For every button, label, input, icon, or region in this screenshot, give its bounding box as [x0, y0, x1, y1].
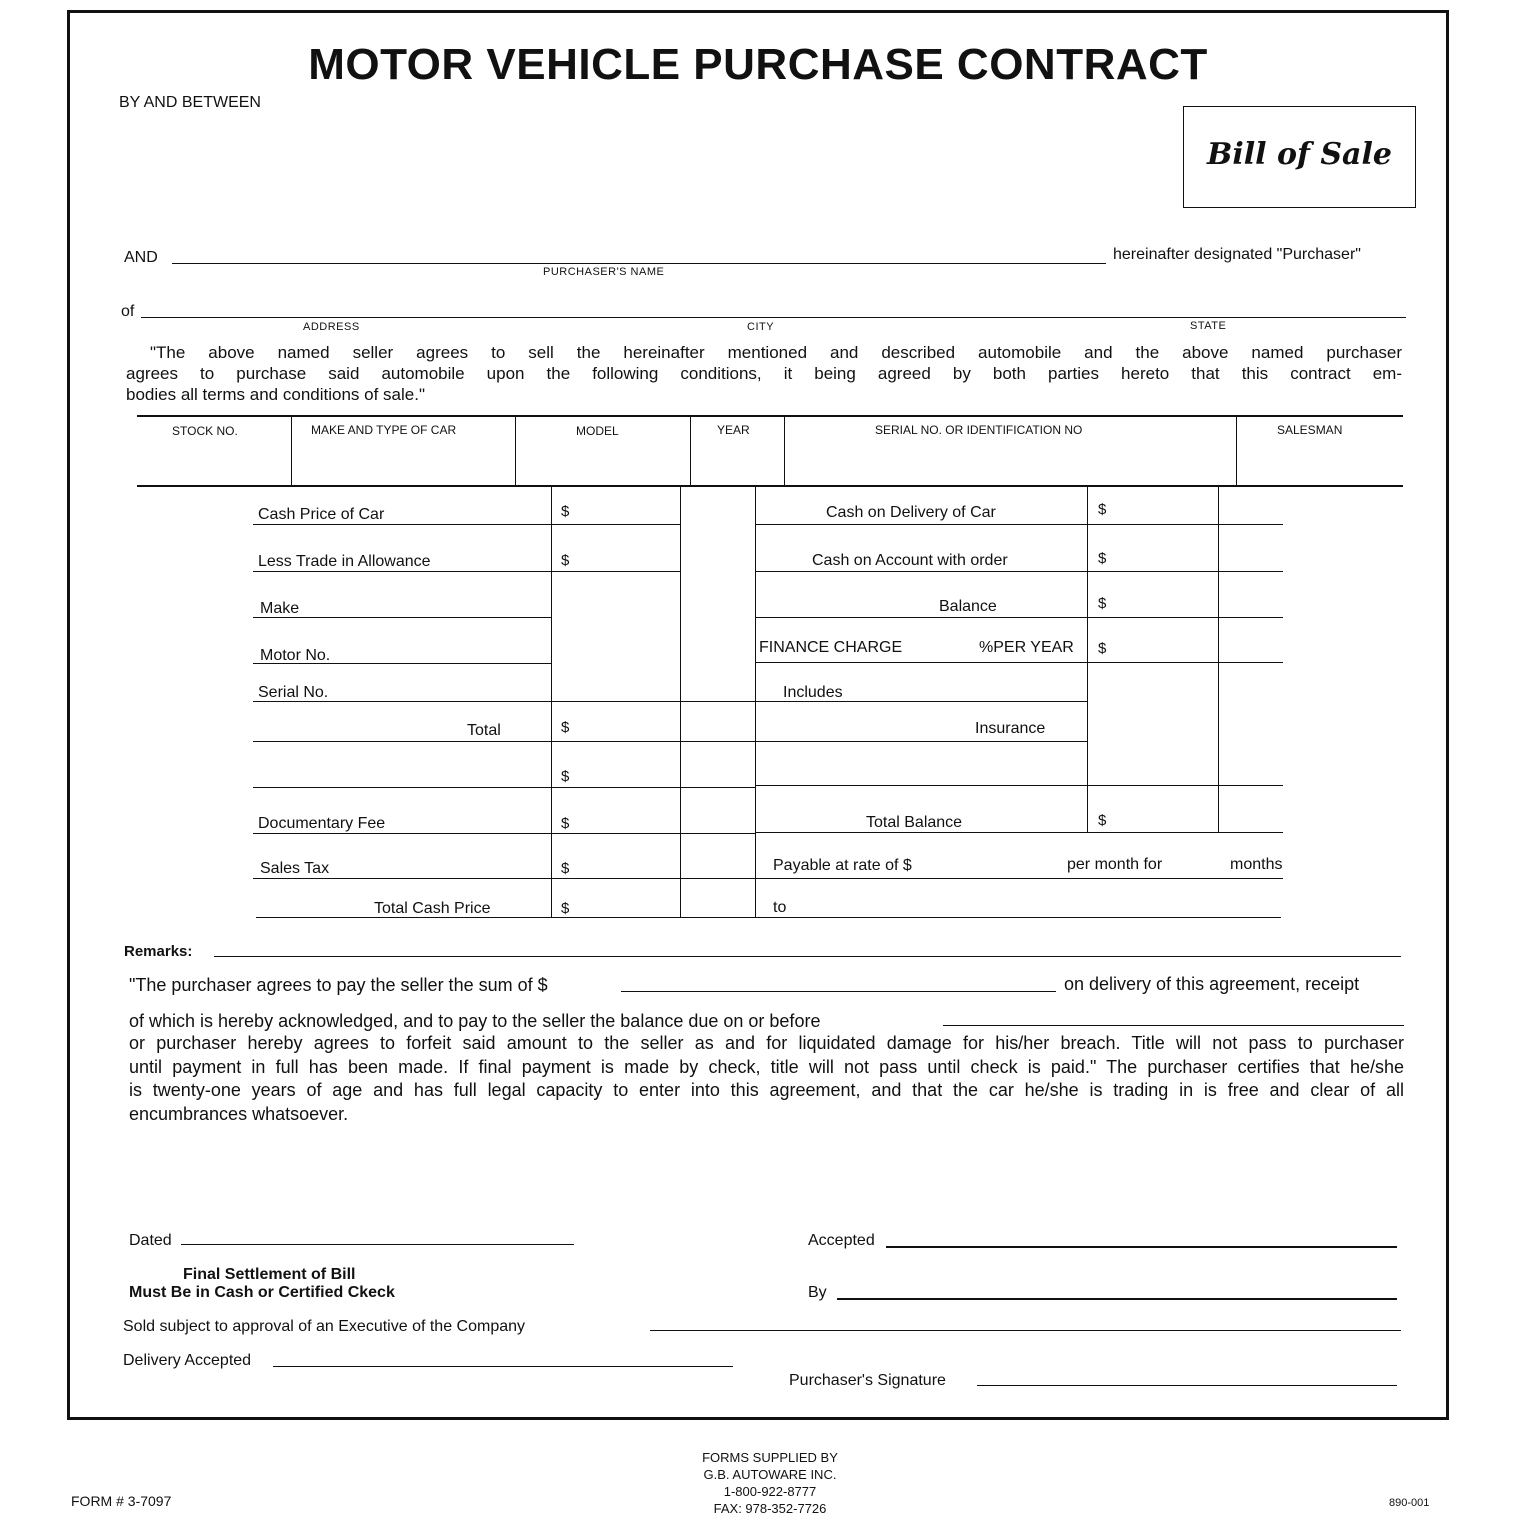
supplier-line: FAX: 978-352-7726 [713, 1501, 827, 1516]
by-and-between-label: BY AND BETWEEN [119, 94, 261, 111]
agreement-line: is twenty-one years of age and has full legal capacity to enter into this agreement, and that the car he/she is trading in is free and clear of all [129, 1080, 1404, 1100]
table-divider [690, 416, 691, 486]
agreement-paragraph [129, 1032, 1404, 1126]
header-stock-no: STOCK NO. [172, 424, 238, 438]
accepted-label: Accepted [808, 1232, 875, 1249]
table-divider [784, 416, 785, 486]
balance-due-date-field[interactable] [943, 1025, 1404, 1026]
form-code: 890-001 [1389, 1497, 1430, 1509]
purchaser-signature-field[interactable] [977, 1385, 1397, 1386]
row-line [253, 571, 681, 572]
supplier-line: 1-800-922-8777 [723, 1484, 817, 1499]
row-line [755, 524, 1283, 525]
form-title: MOTOR VEHICLE PURCHASE CONTRACT [308, 40, 1208, 89]
row-line [253, 878, 755, 879]
dollar-sign: $ [1098, 501, 1107, 518]
bill-of-sale-text: Bill of Sale [1207, 137, 1392, 172]
total-label: Total [467, 722, 501, 739]
serial-no-label: Serial No. [258, 684, 329, 701]
pricing-divider [1218, 487, 1219, 833]
supplier-info [620, 1449, 920, 1517]
row-line [253, 524, 681, 525]
total-balance-label: Total Balance [866, 814, 963, 831]
row-line [755, 878, 1283, 879]
dollar-sign: $ [561, 719, 570, 736]
delivery-accepted-field[interactable] [273, 1366, 733, 1367]
row-line [755, 785, 1283, 786]
row-line [755, 917, 1281, 918]
intro-line: bodies all terms and conditions of sale." [126, 385, 425, 404]
table-divider [515, 416, 516, 486]
dollar-sign: $ [561, 815, 570, 832]
dollar-sign: $ [1098, 640, 1107, 657]
dated-field[interactable] [181, 1244, 574, 1245]
address-caption: ADDRESS [303, 321, 360, 333]
per-year-label: %PER YEAR [979, 639, 1074, 656]
purchaser-name-caption: PURCHASER'S NAME [543, 266, 665, 278]
form-number: FORM # 3-7097 [71, 1493, 172, 1509]
sum-field[interactable] [621, 991, 1056, 992]
pricing-divider [680, 487, 681, 917]
agreement-line: or purchaser hereby agrees to forfeit said amount to the seller as and for liquidated damage for his/her breach. Title will not pass to purchaser [129, 1033, 1404, 1053]
cash-price-label: Cash Price of Car [258, 506, 385, 523]
table-divider [291, 416, 292, 486]
finance-charge-label: FINANCE CHARGE [759, 639, 903, 656]
documentary-fee-label: Documentary Fee [258, 815, 386, 832]
by-field[interactable] [837, 1298, 1397, 1300]
row-line [755, 741, 1087, 742]
purchaser-name-field[interactable] [172, 263, 1106, 264]
header-model: MODEL [576, 424, 619, 438]
insurance-label: Insurance [975, 720, 1046, 737]
purchaser-designation: hereinafter designated "Purchaser" [1113, 246, 1361, 263]
row-line [253, 787, 755, 788]
cash-on-delivery-label: Cash on Delivery of Car [826, 504, 996, 521]
supplier-line: FORMS SUPPLIED BY [702, 1450, 838, 1465]
row-line [755, 571, 1283, 572]
purchaser-signature-label: Purchaser's Signature [789, 1372, 946, 1389]
table-divider [1236, 416, 1237, 486]
intro-paragraph [126, 342, 1402, 405]
intro-line: "The above named seller agrees to sell the hereinafter mentioned and described automobile and the above named purchaser [150, 343, 1402, 362]
final-settlement-line-1: Final Settlement of Bill [183, 1266, 356, 1283]
form-border [67, 10, 1449, 1420]
agreement-line-2: of which is hereby acknowledged, and to pay to the seller the balance due on or before [129, 1011, 821, 1031]
months-label: months [1230, 856, 1283, 873]
address-field[interactable] [141, 317, 1406, 318]
executive-approval-field[interactable] [650, 1330, 1401, 1331]
trade-in-label: Less Trade in Allowance [258, 553, 431, 570]
motor-no-label: Motor No. [260, 647, 331, 664]
supplier-line: G.B. AUTOWARE INC. [703, 1467, 837, 1482]
header-serial-no: SERIAL NO. OR IDENTIFICATION NO [875, 423, 1083, 437]
dollar-sign: $ [561, 503, 570, 520]
intro-line: agrees to purchase said automobile upon the following conditions, it being agreed by both parties hereto that this contract em- [126, 364, 1402, 383]
row-line [755, 617, 1283, 618]
header-year: YEAR [717, 423, 750, 437]
sales-tax-label: Sales Tax [260, 860, 330, 877]
dollar-sign: $ [561, 768, 570, 785]
by-label: By [808, 1284, 827, 1301]
agreement-line-1b: on delivery of this agreement, receipt [1064, 974, 1360, 994]
per-month-label: per month for [1067, 856, 1163, 873]
dollar-sign: $ [1098, 595, 1107, 612]
of-label: of [121, 303, 135, 320]
row-line [755, 662, 1283, 663]
row-line [253, 741, 755, 742]
dollar-sign: $ [561, 552, 570, 569]
city-caption: CITY [747, 321, 775, 333]
and-label: AND [124, 249, 158, 266]
balance-label: Balance [939, 598, 997, 615]
state-caption: STATE [1190, 320, 1227, 332]
row-line [253, 833, 755, 834]
row-line [256, 917, 756, 918]
to-label: to [773, 899, 787, 916]
pricing-divider [551, 487, 552, 917]
total-cash-price-label: Total Cash Price [374, 900, 491, 917]
dollar-sign: $ [1098, 550, 1107, 567]
header-make-type: MAKE AND TYPE OF CAR [311, 423, 457, 437]
dated-label: Dated [129, 1232, 172, 1249]
accepted-field[interactable] [886, 1246, 1397, 1248]
header-salesman: SALESMAN [1277, 423, 1343, 437]
pricing-divider [1087, 487, 1088, 833]
agreement-line-1a: "The purchaser agrees to pay the seller the sum of $ [129, 975, 548, 995]
includes-label: Includes [783, 684, 843, 701]
remarks-field[interactable] [214, 956, 1401, 957]
bill-of-sale-box [1183, 106, 1416, 208]
vehicle-table-top [137, 415, 1403, 417]
row-line [253, 701, 755, 702]
row-line [755, 832, 1283, 833]
remarks-label: Remarks: [124, 943, 193, 960]
dollar-sign: $ [561, 860, 570, 877]
pricing-divider [755, 487, 756, 917]
payable-rate-label: Payable at rate of $ [773, 857, 912, 874]
sold-subject-label: Sold subject to approval of an Executive of the Company [123, 1318, 526, 1335]
dollar-sign: $ [561, 900, 570, 917]
make-label: Make [260, 600, 300, 617]
delivery-accepted-label: Delivery Accepted [123, 1352, 252, 1369]
vehicle-table-bottom [137, 485, 1403, 487]
cash-on-account-label: Cash on Account with order [812, 552, 1008, 569]
final-settlement-line-2: Must Be in Cash or Certified Ckeck [129, 1284, 395, 1301]
dollar-sign: $ [1098, 812, 1107, 829]
agreement-line: encumbrances whatsoever. [129, 1103, 349, 1124]
agreement-line: until payment in full has been made. If final payment is made by check, title will not pass until check is paid." The purchaser certifies that he/she [129, 1056, 1404, 1077]
